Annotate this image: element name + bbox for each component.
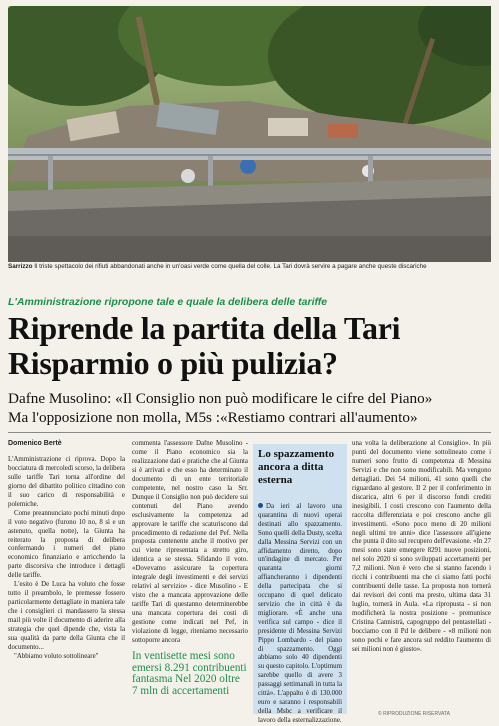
sidebar-box: [253, 444, 347, 724]
kicker: L'Amministrazione ripropone tale e quale la delibera delle tariffe: [8, 296, 328, 308]
box-body-text: Da ieri al lavoro una quarantina di nuovi operai destinati allo spazzamento. Sono quelli della Dusty, scelta dalla Messina Servizi con un affidamento diretto, dopo un'indagine di mercato. Per quaranta giorni affiancheranno i dipendenti della partecipata che si occupano di quel delicato servizio che in città è da migliorare. «È anche una verifica sul campo - dice il presidente di Messina Servizi Pippo Lombardo - del piano di spazzamento. Oggi abbiamo solo 40 dipendenti su questo capitolo. L'optimum sarebbe quello di avere 3 passaggi settimanali in tutta la città». L'appalto è di 130.000 euro e saranno i responsabili della Msbc a verificare il lavoro della esternalizzazione.: [258, 503, 342, 724]
paragraph: L'Amministrazione ci riprova. Dopo la bocciatura di mercoledì scorso, la delibera sulle tariffe Tari torna all'ordine del giorno del dibattito politico cittadino con il suo carico di responsabilità e polemiche.: [8, 455, 125, 508]
caption-place: Sarrizzo: [8, 263, 33, 270]
subhead-line-1: Dafne Musolino: «Il Consiglio non può modificare le cifre del Piano»: [8, 390, 433, 407]
subhead-line-2: Ma l'opposizione non molla, M5s :«Restiamo contrari all'aumento»: [8, 409, 418, 426]
article-column-2: [132, 440, 248, 645]
box-title: Lo spazzamento ancora a ditta esterna: [258, 448, 335, 486]
article-column-1: [8, 440, 125, 662]
copyright-note: © RIPRODUZIONE RISERVATA: [378, 711, 450, 717]
bullet-icon: [258, 503, 263, 508]
article-column-4: [352, 440, 491, 708]
headline-line-1: Riprende la partita della Tari: [8, 310, 401, 346]
photo-caption: [8, 263, 491, 271]
paragraph: L'esito è De Luca ha voluto che fosse tutto il preambolo, le premesse fossero particolarmente dettagliate in maniera tale che i consiglieri ci mandassero la stessa mail più volte il documento di aderire alla strategia che quel dipende che, vista la sua qualità da parte della Giunta che il documento...: [8, 581, 125, 651]
paragraph: "Abbiamo voluto sottolineare": [14, 652, 99, 660]
news-photo: [8, 6, 491, 262]
subheadline: [8, 389, 491, 427]
divider: [8, 432, 491, 433]
pull-quote: In ventisette mesi sono emersi 8.291 contribuenti fantasma Nel 2020 oltre 7 mln di accertamenti: [132, 650, 247, 697]
paragraph: Come preannunciato pochi minuti dopo il voto negativo (furono 10 no, 8 sì e un astenuto, quella notte), la Giunta ha reiterato la proposta di delibera confermando i numeri del piano economico finanziario e arricchendo la parte discorsiva che introduce i dettagli delle tariffe.: [8, 509, 125, 580]
byline: Domenico Bertè: [8, 440, 62, 447]
caption-text: Il triste spettacolo dei rifiuti abbandonati anche in un'oasi verde come quella del colle. La Tari dovrà servire a pagare anche queste discariche: [32, 263, 427, 270]
paragraph: una volta la deliberazione al Consiglio». In più punti del documento viene sottolineato come i numeri sono frutto di competenza di Messina Servizi e che non sono modificabili. Ma vengono dettagliati. Dei 54 milioni, 41 sono quelli che riguardano al gestore. Il 2 per il conferimento in discarica, altri 6 per il discorso fondi crediti inesigibili. I costi crescono con l'aumento della raccolta differenziata e poi crescono anche gli investimenti. «Sono poco meno di 20 milioni negli ultimi tre anni» dice l'assessore all'igiene che punta il dito sul recupero dell'evasione. «In 27 mesi sono state emergere 8291 nuove posizioni, nel solo 2020 si sono sviluppati accertamenti per 7,2 milioni. Non è vero che si stanno facendo i ricchi i contribuenti ma che ci siamo fatti pochi contribuenti delle tasse. La proposta non tornerà dai revisori dei conti ma presto, ultima data 31 luglio, tornerà in Aula. «La ripropusta - si non modificherà la nostra posizione - premunisce Cristina Cannistrà, capogruppo del pentastellati - bocciamo con il Pd le delibere - «8 milioni non sono pochi e fare ancora sul reddito l'aumento di sei milioni non è giusto».: [352, 440, 491, 653]
box-body: [258, 503, 342, 726]
landfill-photo-graphic: [8, 6, 491, 262]
headline: [8, 311, 491, 381]
headline-line-2: Risparmio o più pulizia?: [8, 345, 338, 381]
paragraph: commenta l'assessore Dafne Musolino - come il Piano economico sia la realizzazione dati e pratiche che al Giunta si è arrivati e che esso ha determinato il documento di un ente territoriale competente, nel nostro caso la Srr. Dunque il Consiglio non può decidere sui contenuti del Piano avendo esclusivamente la competenza ad approvare le tariffe che scaturiscono dal procedimento di redazione del Pef. Nella proposta contenente anche il motivo per cui viene ripresentata a stretto giro, identica a se stessa. Sfidando il voto. «Dovevamo assicurare la copertura integrale degli investimenti e dei servizi relativi al servizio» - dice Musolino - E visto che a mancata approvazione delle tariffe Tari di questanno determinerebbe una mancata copertura dei costi di gestione come indicati nel Pef, in violazione di legge, riteniamo necessario sottoporre ancora: [132, 440, 248, 644]
